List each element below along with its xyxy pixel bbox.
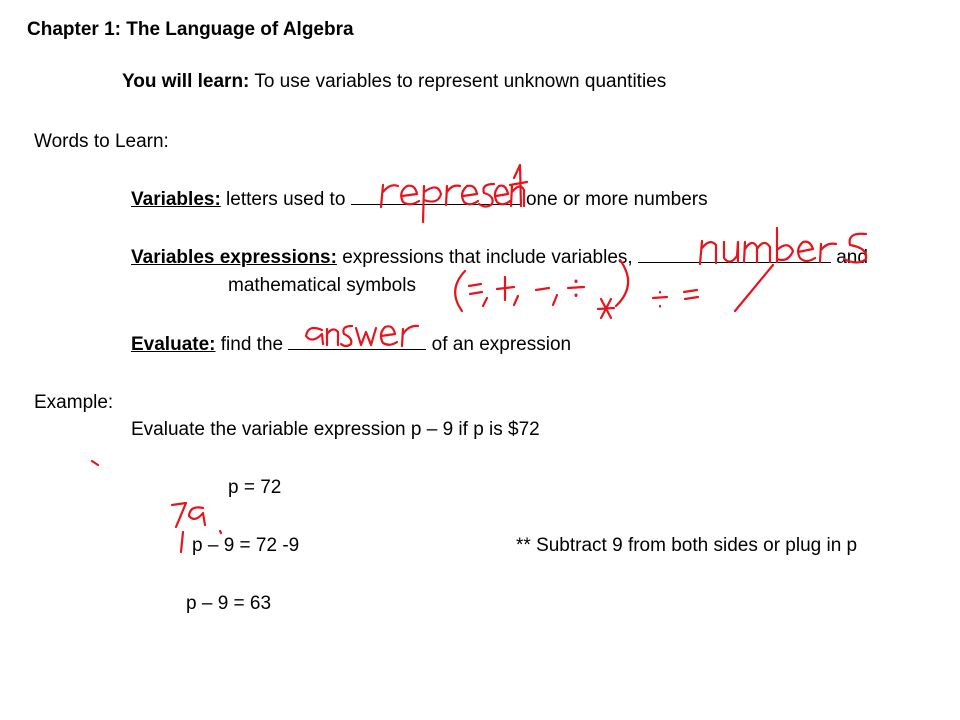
objective-label: You will learn: [122, 71, 250, 92]
definition-evaluate [131, 334, 571, 354]
definition-evaluate-after: of an expression [426, 334, 572, 355]
definition-expressions-before: expressions that include variables, [336, 247, 638, 268]
example-step-1: p = 72 [228, 477, 282, 498]
example-note: ** Subtract 9 from both sides or plug in p [516, 535, 858, 556]
definition-variables-after: one or more numbers [520, 189, 708, 210]
definition-variables [131, 189, 708, 209]
definition-variable-expressions [131, 247, 868, 267]
blank-expressions [638, 247, 831, 263]
term-variable-expressions: Variables expressions: [131, 247, 337, 268]
blank-evaluate [288, 334, 426, 350]
blank-variables [351, 189, 521, 205]
term-variables: Variables: [131, 189, 221, 210]
example-heading: Example: [34, 392, 114, 413]
example-prompt: Evaluate the variable expression p – 9 if p is $72 [131, 419, 540, 440]
definition-evaluate-before: find the [215, 334, 289, 355]
objective-text: To use variables to represent unknown quantities [249, 71, 667, 92]
example-step-2: p – 9 = 72 -9 [192, 535, 300, 556]
learning-objective [122, 72, 666, 91]
definition-expressions-line2: mathematical symbols [228, 275, 416, 296]
definition-variables-before: letters used to [220, 189, 351, 210]
definition-expressions-after: and [830, 247, 868, 268]
example-step-3: p – 9 = 63 [186, 593, 272, 614]
handwriting-symbols [455, 260, 773, 318]
page-title: Chapter 1: The Language of Algebra [27, 19, 354, 40]
words-heading: Words to Learn: [34, 131, 169, 152]
term-evaluate: Evaluate: [131, 334, 216, 355]
